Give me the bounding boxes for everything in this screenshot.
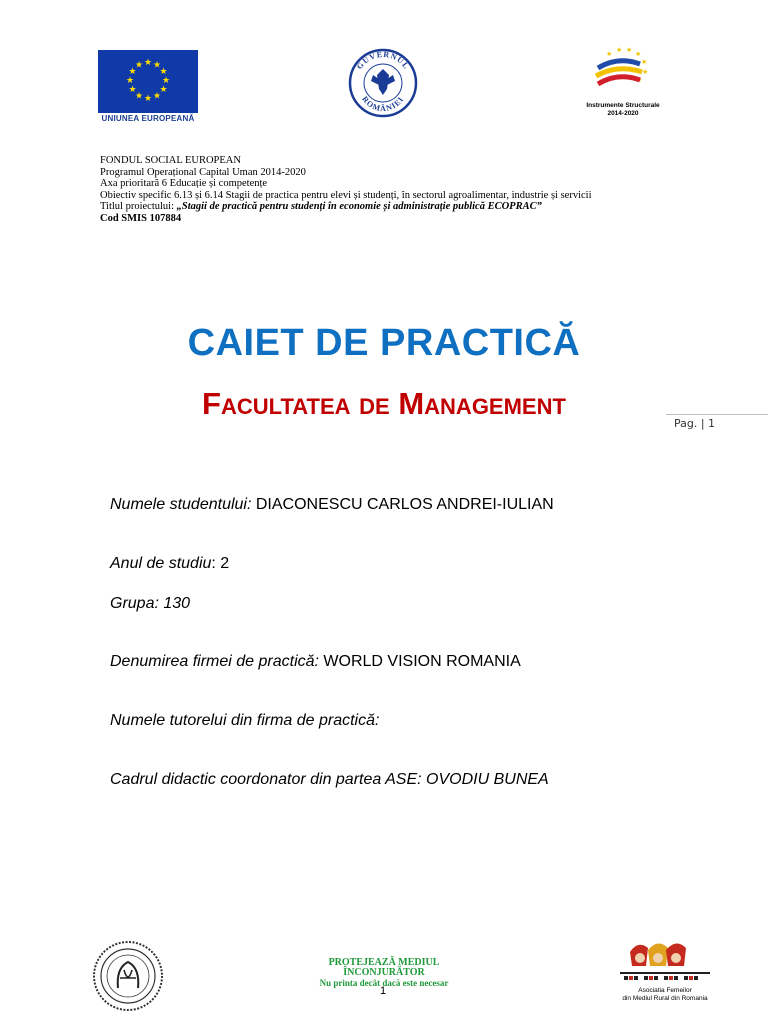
structural-instruments-logo xyxy=(578,42,668,122)
romanian-government-seal xyxy=(343,45,423,120)
is-caption-title: Instrumente Structurale xyxy=(586,102,660,109)
svg-text:★: ★ xyxy=(143,58,153,68)
project-info xyxy=(100,155,700,224)
svg-text:★: ★ xyxy=(161,76,171,86)
project-title-label: Titlul proiectului: xyxy=(100,201,177,212)
eco-notice-line2: ÎNCONJURĂTOR xyxy=(343,967,425,978)
firm-label: Denumirea firmei de practică: xyxy=(110,653,319,670)
svg-text:ROMÂNIEI: ROMÂNIEI xyxy=(360,94,406,114)
fund-name: FONDUL SOCIAL EUROPEAN xyxy=(100,155,241,166)
eco-notice-line1: PROTEJEAZĂ MEDIUL xyxy=(328,957,440,968)
afmr-caption-line1: Asociatia Femeilor xyxy=(638,987,692,994)
afmr-caption-line2: din Mediul Rural din Romania xyxy=(622,995,708,1002)
structural-instruments-icon xyxy=(578,42,668,102)
svg-text:★: ★ xyxy=(606,50,613,58)
page-number: 1 xyxy=(380,985,387,997)
svg-text:★: ★ xyxy=(128,85,137,95)
project-title-line xyxy=(100,201,700,213)
rural-women-icon xyxy=(610,938,720,986)
ase-seal-logo xyxy=(88,938,168,1014)
project-title-value: „Stagii de practică pentru studenți în economie și administrație publică ECOPRAC” xyxy=(176,201,542,212)
study-year-label: Anul de studiu xyxy=(110,555,212,572)
study-year-field xyxy=(110,555,229,573)
svg-text:★: ★ xyxy=(134,91,144,102)
is-caption-years: 2014-2020 xyxy=(607,110,639,117)
program-name: Programul Operațional Capital Uman 2014-2020 xyxy=(100,166,306,178)
specific-objective: Obiectiv specific 6.13 și 6.14 Stagii de practica pentru elevi și studenți, în sectorul agroalimentar, industrie și servicii xyxy=(100,189,592,201)
firm-value: WORLD VISION ROMANIA xyxy=(318,653,521,670)
smis-code: Cod SMIS 107884 xyxy=(100,212,182,224)
afmr-logo xyxy=(610,938,720,1008)
coordinator-field xyxy=(110,771,549,789)
ase-seal-icon xyxy=(88,938,168,1014)
svg-text:★: ★ xyxy=(125,76,135,86)
svg-text:★: ★ xyxy=(134,60,144,71)
eu-flag-icon xyxy=(98,50,198,113)
svg-text:★: ★ xyxy=(128,67,137,77)
svg-text:★: ★ xyxy=(159,85,168,95)
svg-text:★: ★ xyxy=(143,94,153,104)
svg-text:★: ★ xyxy=(616,46,623,54)
study-year-value: : 2 xyxy=(211,555,230,572)
svg-text:★: ★ xyxy=(152,60,162,71)
eco-notice xyxy=(300,958,468,988)
svg-text:★: ★ xyxy=(642,68,649,76)
svg-text:★: ★ xyxy=(635,50,642,58)
student-name-label: Numele studentului: xyxy=(110,496,252,513)
page-mark: Pag. | 1 xyxy=(674,417,716,430)
svg-text:★: ★ xyxy=(626,46,633,54)
eu-logo xyxy=(98,50,198,128)
svg-text:GUVERNUL: GUVERNUL xyxy=(354,49,412,72)
page-rule xyxy=(666,414,768,415)
coordinator-label: Cadrul didactic coordonator din partea ASE: OVODIU BUNEA xyxy=(110,771,549,788)
svg-text:★: ★ xyxy=(641,58,648,66)
priority-axis: Axa prioritară 6 Educație și competențe xyxy=(100,178,268,189)
document-title: CAIET DE PRACTICĂ xyxy=(187,322,581,364)
group-field xyxy=(110,595,190,613)
student-name-value: DIACONESCU CARLOS ANDREI-IULIAN xyxy=(251,496,554,513)
faculty-subtitle: FACULTATEA DE MANAGEMENT xyxy=(202,386,566,421)
firm-field xyxy=(110,653,521,671)
svg-text:★: ★ xyxy=(636,76,643,84)
eco-notice-line3: Nu printa decât dacă este necesar xyxy=(319,978,449,988)
student-name-field xyxy=(110,496,554,514)
group-label: Grupa: 130 xyxy=(110,595,191,612)
tutor-label: Numele tutorelui din firma de practică: xyxy=(110,712,380,729)
eu-caption: UNIUNEA EUROPEANĂ xyxy=(101,114,195,123)
svg-text:★: ★ xyxy=(159,67,168,77)
tutor-field xyxy=(110,712,379,730)
svg-text:★: ★ xyxy=(152,91,162,102)
